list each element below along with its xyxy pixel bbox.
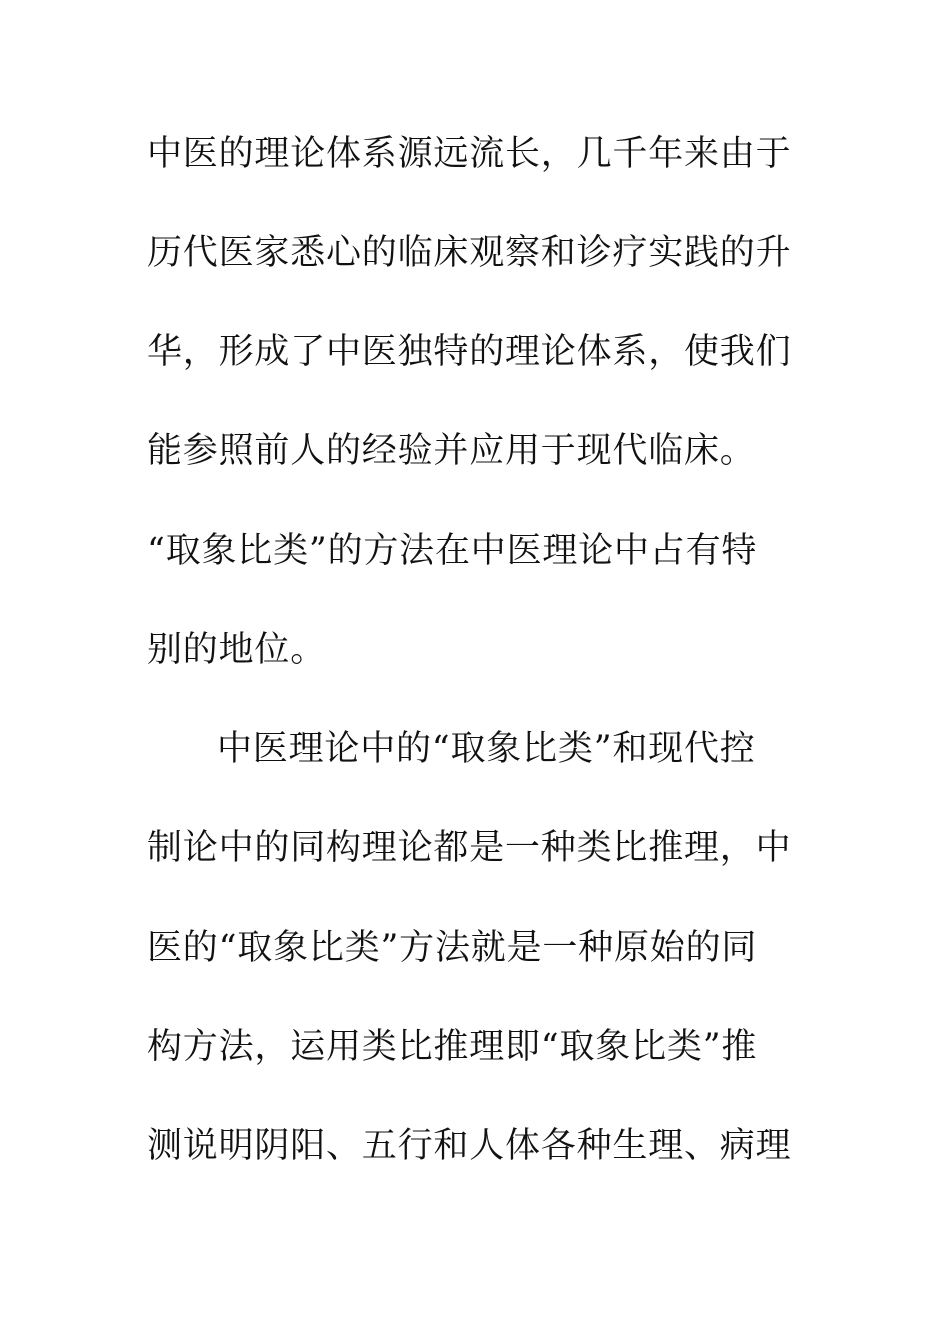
paragraph-1-line-2: 历代医家悉心的临床观察和诊疗实践的升: [147, 233, 792, 273]
paragraph-1-line-1: 中医的理论体系源远流长，几千年来由于: [147, 134, 792, 174]
paragraph-3-line-2: 制论中的同构理论都是一种类比推理，中: [147, 828, 792, 868]
paragraph-2-line-2: 别的地位。: [147, 630, 327, 670]
paragraph-1-line-4: 能参照前人的经验并应用于现代临床。: [147, 431, 756, 471]
paragraph-3-line-1: 中医理论中的“取象比类”和现代控: [217, 729, 756, 769]
paragraph-2-line-1: “取象比类”的方法在中医理论中占有特: [147, 531, 758, 571]
paragraph-1-line-3: 华，形成了中医独特的理论体系，使我们: [147, 332, 792, 372]
paragraph-3-line-5: 测说明阴阳、五行和人体各种生理、病理: [147, 1126, 792, 1166]
paragraph-3-line-4: 构方法，运用类比推理即“取象比类”推: [147, 1027, 758, 1067]
paragraph-3-line-3: 医的“取象比类”方法就是一种原始的同: [147, 928, 758, 968]
